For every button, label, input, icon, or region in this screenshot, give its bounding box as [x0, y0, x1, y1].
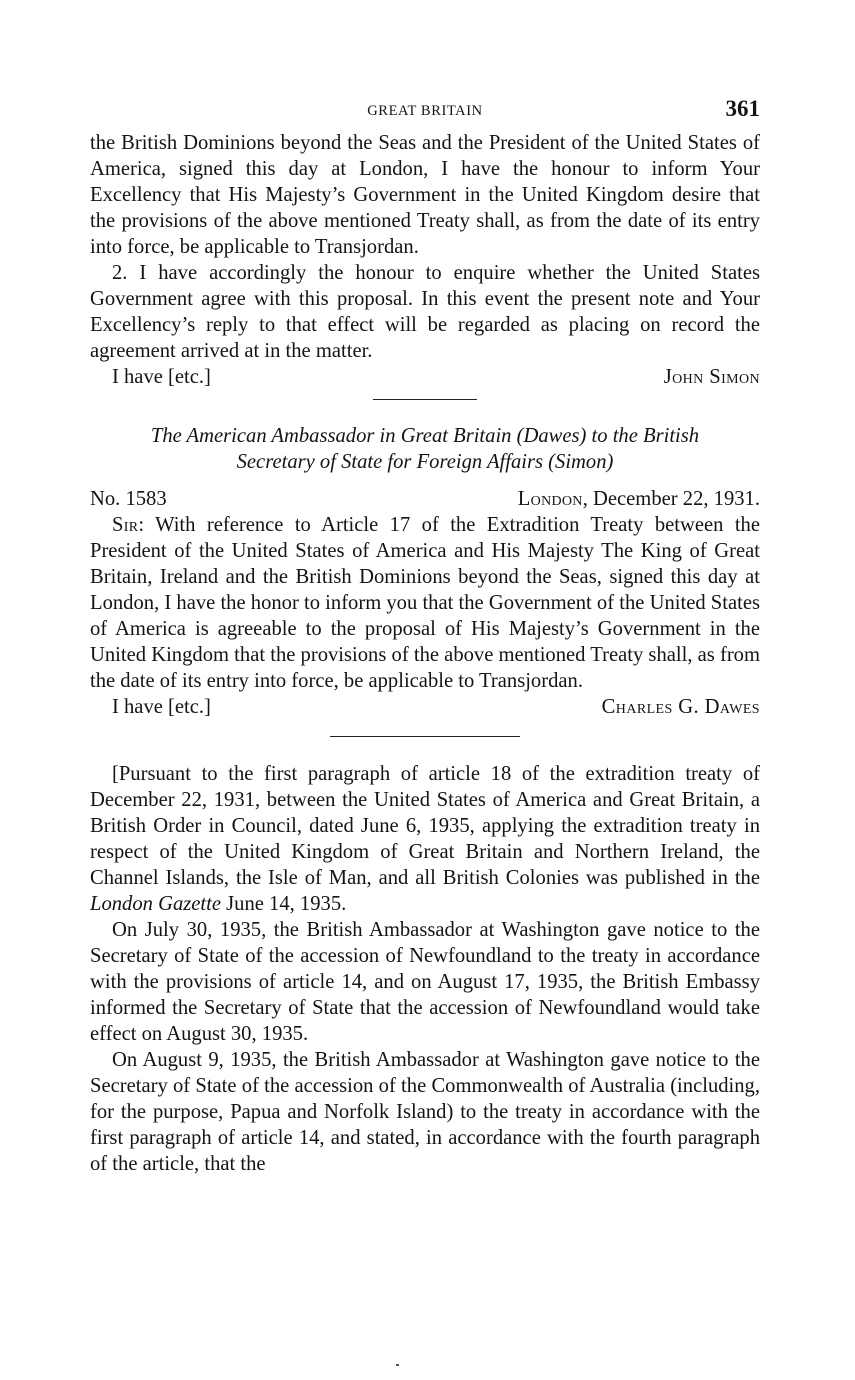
page-mark: [396, 1364, 399, 1366]
editorial-paragraph-1-text-b: June 14, 1935.: [221, 893, 347, 915]
note1-paragraph-2: 2. I have accordingly the honour to enquire whether the United States Government agree with this proposal. In this event the present note and Your Excellency’s reply to that effect will be regarded as placing on record the agreement arrived at in the matter.: [90, 262, 760, 362]
note1-signature: John Simon: [663, 366, 760, 388]
editorial-paragraph-1: [90, 761, 760, 917]
note2-closing: I have [etc.]: [112, 696, 211, 718]
running-title: GREAT BRITAIN: [367, 103, 483, 119]
note2-place-date: [518, 486, 760, 512]
note1-signoff: [90, 364, 760, 390]
note2-signoff: [90, 694, 760, 720]
note2-heading-line-2: Secretary of State for Foreign Affairs (Simon): [236, 451, 614, 473]
page-number: 361: [725, 96, 760, 121]
editorial-paragraph-3: On August 9, 1935, the British Ambassador at Washington gave notice to the Secretary of State of the accession of the Commonwealth of Australia (including, for the purpose, Papua and Norfolk Island) to the treaty in accordance with the first paragraph of article 14, and stated, in accordance with the fourth paragraph of the article, that the: [90, 1049, 760, 1175]
section-divider-2: [330, 736, 520, 737]
note1-paragraph-1: the British Dominions beyond the Seas and the President of the United States of America, signed this day at London, I have the honour to inform Your Excellency that His Majesty’s Government in the United Kingdom desire that the provisions of the above mentioned Treaty shall, as from the date of its entry into force, be applicable to Transjordan.: [90, 132, 760, 258]
editorial-paragraph-1-text-a: [Pursuant to the first paragraph of article 18 of the extradition treaty of December 22, 1931, between the United States of America and Great Britain, a British Order in Council, dated June 6, 1935, applying the extradition treaty in respect of the United Kingdom of Great Britain and Northern Ireland, the Channel Islands, the Isle of Man, and all British Colonies was published in the: [90, 763, 760, 889]
note2-heading-line-1: The American Ambassador in Great Britain (Dawes) to the British: [150, 425, 700, 447]
document-page: [90, 96, 760, 1177]
london-gazette-title: London Gazette: [90, 893, 221, 915]
running-head: [90, 96, 760, 130]
note2-number: No. 1583: [90, 488, 167, 510]
note2-signature: Charles G. Dawes: [601, 696, 760, 718]
note2-body-text: : With reference to Article 17 of the Extradition Treaty between the President of the United States of America and His Majesty The King of Great Britain, Ireland and the British Dominions beyond the Seas, signed this day at London, I have the honor to inform you that the Government of the United States of America is agreeable to the proposal of His Majesty’s Government in the United Kingdom that the provisions of the above mentioned Treaty shall, as from the date of its entry into force, be applicable to Transjordan.: [90, 514, 760, 692]
note2-heading: [90, 423, 760, 475]
note2-dateline: [90, 486, 760, 512]
note2-date: , December 22, 1931.: [582, 488, 760, 510]
note2-body: [90, 512, 760, 694]
note2-place: London: [517, 488, 583, 510]
note1-closing: I have [etc.]: [112, 366, 211, 388]
section-divider-1: [373, 399, 477, 400]
note2-salutation: Sir: [112, 514, 139, 536]
editorial-paragraph-2: On July 30, 1935, the British Ambassador at Washington gave notice to the Secretary of State of the accession of Newfoundland to the treaty in accordance with the provisions of article 14, and on August 17, 1935, the British Embassy informed the Secretary of State that the accession of Newfoundland would take effect on August 30, 1935.: [90, 919, 760, 1045]
